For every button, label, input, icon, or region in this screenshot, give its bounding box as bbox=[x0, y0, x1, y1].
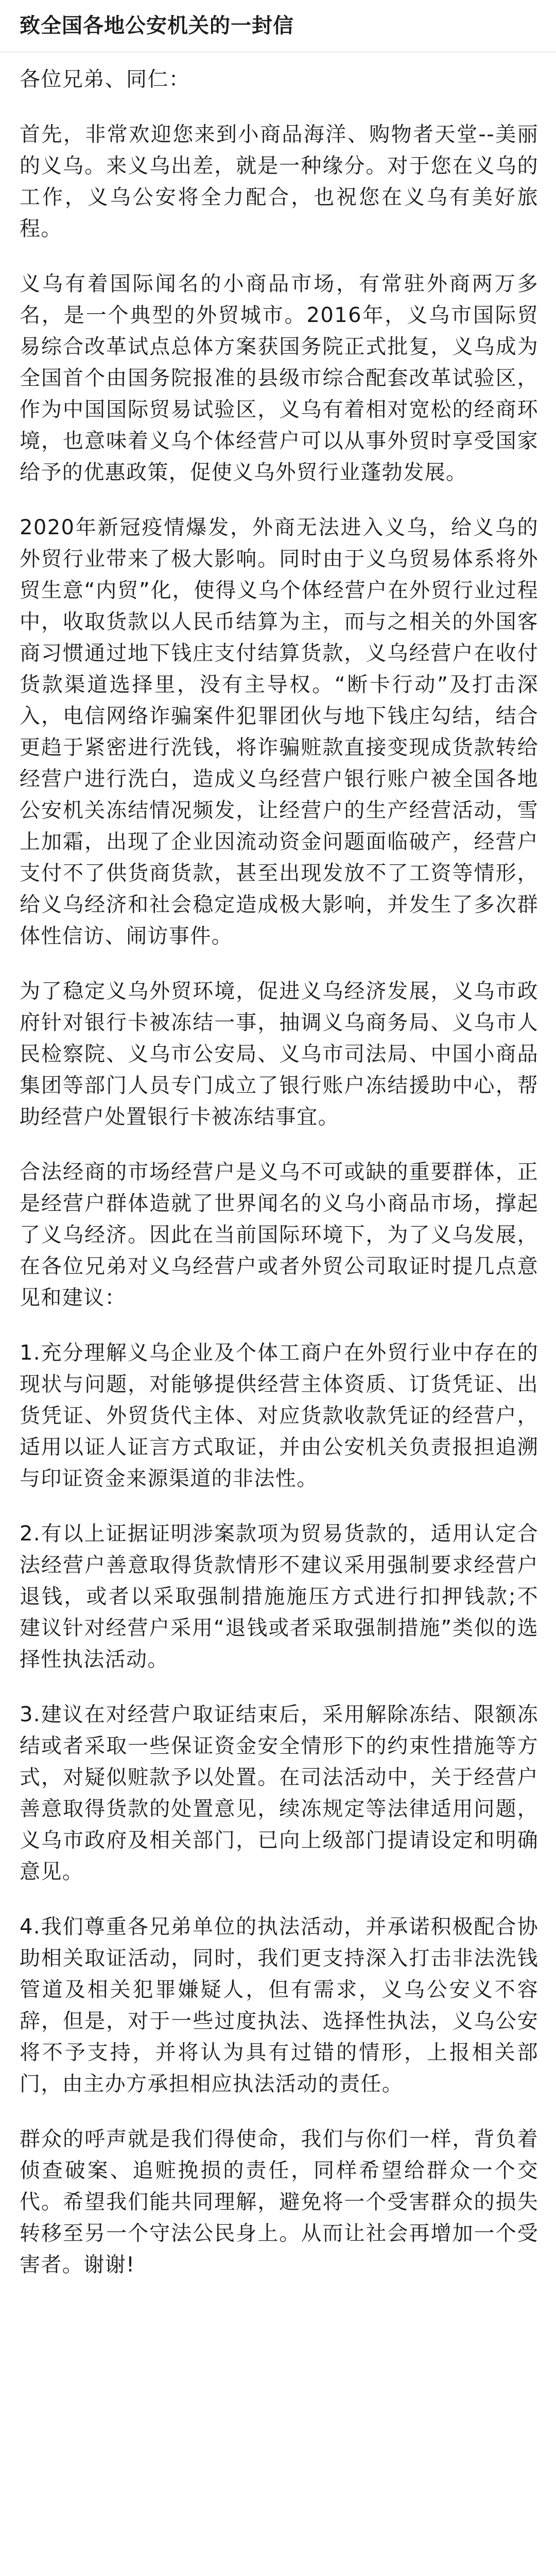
paragraph-closing: 群众的呼声就是我们得使命，我们与你们一样，背负着侦查破案、追赃挽损的责任，同样希望给群众一个交代。希望我们能共同理解，避免将一个受害群众的损失转移至另一个守法公民身上。从而让社会再增加一个受害者。谢谢! bbox=[20, 2127, 538, 2277]
paragraph-suggestions-intro: 合法经商的市场经营户是义乌不可或缺的重要群体，正是经营户群体造就了世界闻名的义乌小商品市场，撑起了义乌经济。因此在当前国际环境下，为了义乌发展，在各位兄弟对义乌经营户或者外贸公司取证时提几点意见和建议： bbox=[20, 1160, 538, 1310]
letter-title: 致全国各地公安机关的一封信 bbox=[20, 14, 294, 38]
paragraph-suggestion-3: 3.建议在对经营户取证结束后，采用解除冻结、限额冻结或者采取一些保证资金安全情形下的约束性措施等方式，对疑似赃款予以处置。在司法活动中，关于经营户善意取得货款的处置意见，续冻规定等法律适用问题，义乌市政府及相关部门，已向上级部门提请设定和明确意见。 bbox=[20, 1703, 538, 1884]
letter-greeting: 各位兄弟、同仁： bbox=[20, 67, 190, 91]
paragraph-suggestion-1: 1.充分理解义乌企业及个体工商户在外贸行业中存在的现状与问题，对能够提供经营主体资质、订货凭证、出货凭证、外贸货代主体、对应货款收款凭证的经营户，适用以证人证言方式取证，并由公安机关负责报担追溯与印证资金来源渠道的非法性。 bbox=[20, 1341, 538, 1490]
paragraph-assistance-center: 为了稳定义乌外贸环境，促进义乌经济发展，义乌市政府针对银行卡被冻结一事，抽调义乌商务局、义乌市人民检察院、义乌市公安局、义乌市司法局、中国小商品集团等部门人员专门成立了银行账户冻结援助中心，帮助经营户处置银行卡被冻结事宜。 bbox=[20, 979, 538, 1129]
paragraph-yiwu-background: 义乌有着国际闻名的小商品市场，有常驻外商两万多名，是一个典型的外贸城市。2016年，义乌市国际贸易综合改革试点总体方案获国务院正式批复，义乌成为全国首个由国务院报准的县级市综合配套改革试验区，作为中国国际贸易试验区，义乌有着相对宽松的经商环境，也意味着义乌个体经营户可以从事外贸时享受国家给予的优惠政策，促使义乌外贸行业蓬勃发展。 bbox=[20, 272, 538, 484]
paragraph-suggestion-2: 2.有以上证据证明涉案款项为贸易货款的，适用认定合法经营户善意取得货款情形不建议采用强制要求经营户退钱，或者以采取强制措施施压方式进行扣押钱款;不建议针对经营户采用“退钱或者采取强制措施”类似的选择性执法活动。 bbox=[20, 1522, 538, 1671]
title-divider bbox=[0, 52, 556, 53]
paragraph-welcome: 首先，非常欢迎您来到小商品海洋、购物者天堂--美丽的义乌。来义乌出差，就是一种缘分。对于您在义乌的工作，义乌公安将全力配合，也祝您在义乌有美好旅程。 bbox=[20, 123, 538, 241]
letter-body bbox=[20, 64, 538, 2304]
paragraph-covid-impact: 2020年新冠疫情爆发，外商无法进入义乌，给义乌的外贸行业带来了极大影响。同时由于义乌贸易体系将外贸生意“内贸”化，使得义乌个体经营户在外贸行业过程中，收取货款以人民币结算为主，而与之相关的外国客商习惯通过地下钱庄支付结算货款，义乌经营户在收付货款渠道选择里，没有主导权。“断卡行动”及打击深入，电信网络诈骗案件犯罪团伙与地下钱庄勾结，结合更趋于紧密进行洗钱，将诈骗赃款直接变现成货款转给经营户进行洗白，造成义乌经营户银行账户被全国各地公安机关冻结情况频发，让经营户的生产经营活动，雪上加霜，出现了企业因流动资金问题面临破产，经营户支付不了供货商货款，甚至出现发放不了工资等情形，给义乌经济和社会稳定造成极大影响，并发生了多次群体性信访、闹访事件。 bbox=[20, 516, 538, 948]
paragraph-suggestion-4: 4.我们尊重各兄弟单位的执法活动，并承诺积极配合协助相关取证活动，同时，我们更支持深入打击非法洗钱管道及相关犯罪嫌疑人，但有需求，义乌公安义不容辞，但是，对于一些过度执法、选择性执法，义乌公安将不予支持，并将认为具有过错的情形，上报相关部门，由主办方承担相应执法活动的责任。 bbox=[20, 1915, 538, 2096]
